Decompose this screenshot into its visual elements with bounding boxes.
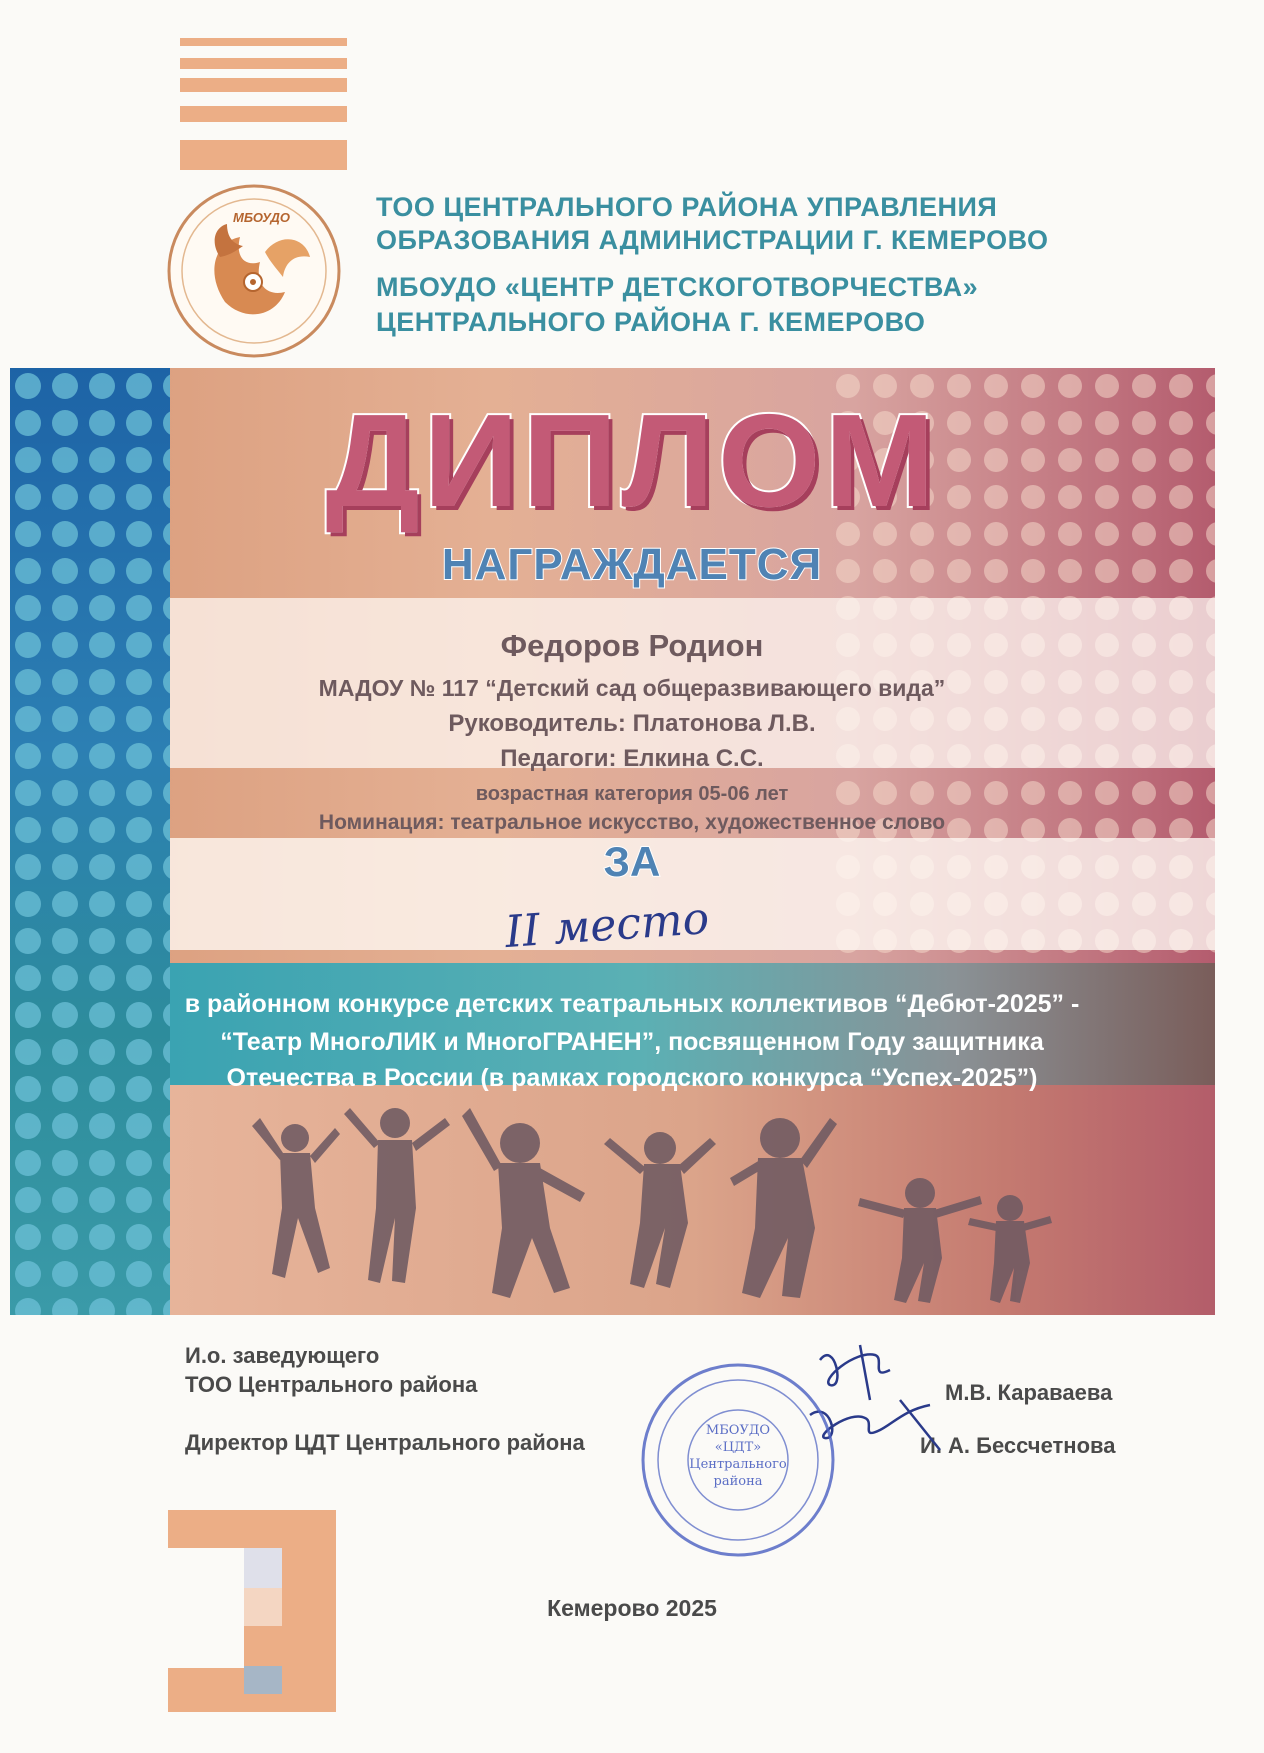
nomination: Номинация: театральное искусство, художественное слово (318, 811, 946, 834)
contest-line: “Театр МногоЛИК и МногоГРАНЕН”, посвященном Году защитника (220, 1028, 1044, 1056)
top-stripe (180, 140, 347, 170)
institution: МАДОУ № 117 “Детский сад общеразвивающего вида” (318, 675, 946, 701)
top-stripe (180, 38, 347, 46)
diploma-title: ДИПЛОМ (325, 387, 939, 534)
stamp-line: района (713, 1474, 763, 1489)
stamp-line: Центрального (689, 1457, 787, 1472)
children-silhouettes-icon (240, 1098, 1060, 1313)
place-handwritten: II место (503, 892, 711, 959)
stamp-line: МБОУДО (705, 1423, 771, 1438)
corner-decoration (244, 1548, 282, 1588)
logo-emblem (165, 182, 343, 360)
age-category: возрастная категория 05-06 лет (475, 783, 789, 805)
signature-role: И.о. заведующего (185, 1343, 380, 1368)
teachers: Педагоги: Елкина С.С. (500, 745, 764, 772)
corner-decoration (244, 1666, 282, 1694)
contest-line: в районном конкурсе детских театральных коллективов “Дебют-2025” - (184, 990, 1080, 1018)
header-line: ТОО ЦЕНТРАЛЬНОГО РАЙОНА УПРАВЛЕНИЯ (376, 192, 998, 222)
leader: Руководитель: Платонова Л.В. (448, 710, 816, 737)
awarded-heading: НАГРАЖДАЕТСЯ (441, 540, 823, 589)
signature-name: М.В. Караваева (945, 1380, 1113, 1405)
signature-role: Директор ЦДТ Центрального района (185, 1430, 585, 1455)
contest-line: Отечества в России (в рамках городского конкурса “Успех-2025”) (226, 1064, 1038, 1092)
header-line: МБОУДО «ЦЕНТР ДЕТСКОГОТВОРЧЕСТВА» (376, 272, 979, 302)
signature-name: И. А. Бессчетнова (920, 1433, 1116, 1458)
header-line: ОБРАЗОВАНИЯ АДМИНИСТРАЦИИ Г. КЕМЕРОВО (376, 225, 1049, 255)
za-heading: ЗА (603, 838, 661, 885)
logo-text: МБОУДО (233, 210, 290, 225)
top-stripe (180, 58, 347, 69)
recipient-name: Федоров Родион (500, 628, 764, 663)
header-line: ЦЕНТРАЛЬНОГО РАЙОНА Г. КЕМЕРОВО (376, 307, 926, 337)
signature-role: ТОО Центрального района (185, 1372, 478, 1397)
top-stripe (180, 106, 347, 122)
stamp-line: «ЦДТ» (714, 1440, 762, 1455)
footer-city: Кемерово 2025 (547, 1595, 717, 1621)
top-stripe (180, 78, 347, 92)
official-stamp (638, 1360, 838, 1560)
